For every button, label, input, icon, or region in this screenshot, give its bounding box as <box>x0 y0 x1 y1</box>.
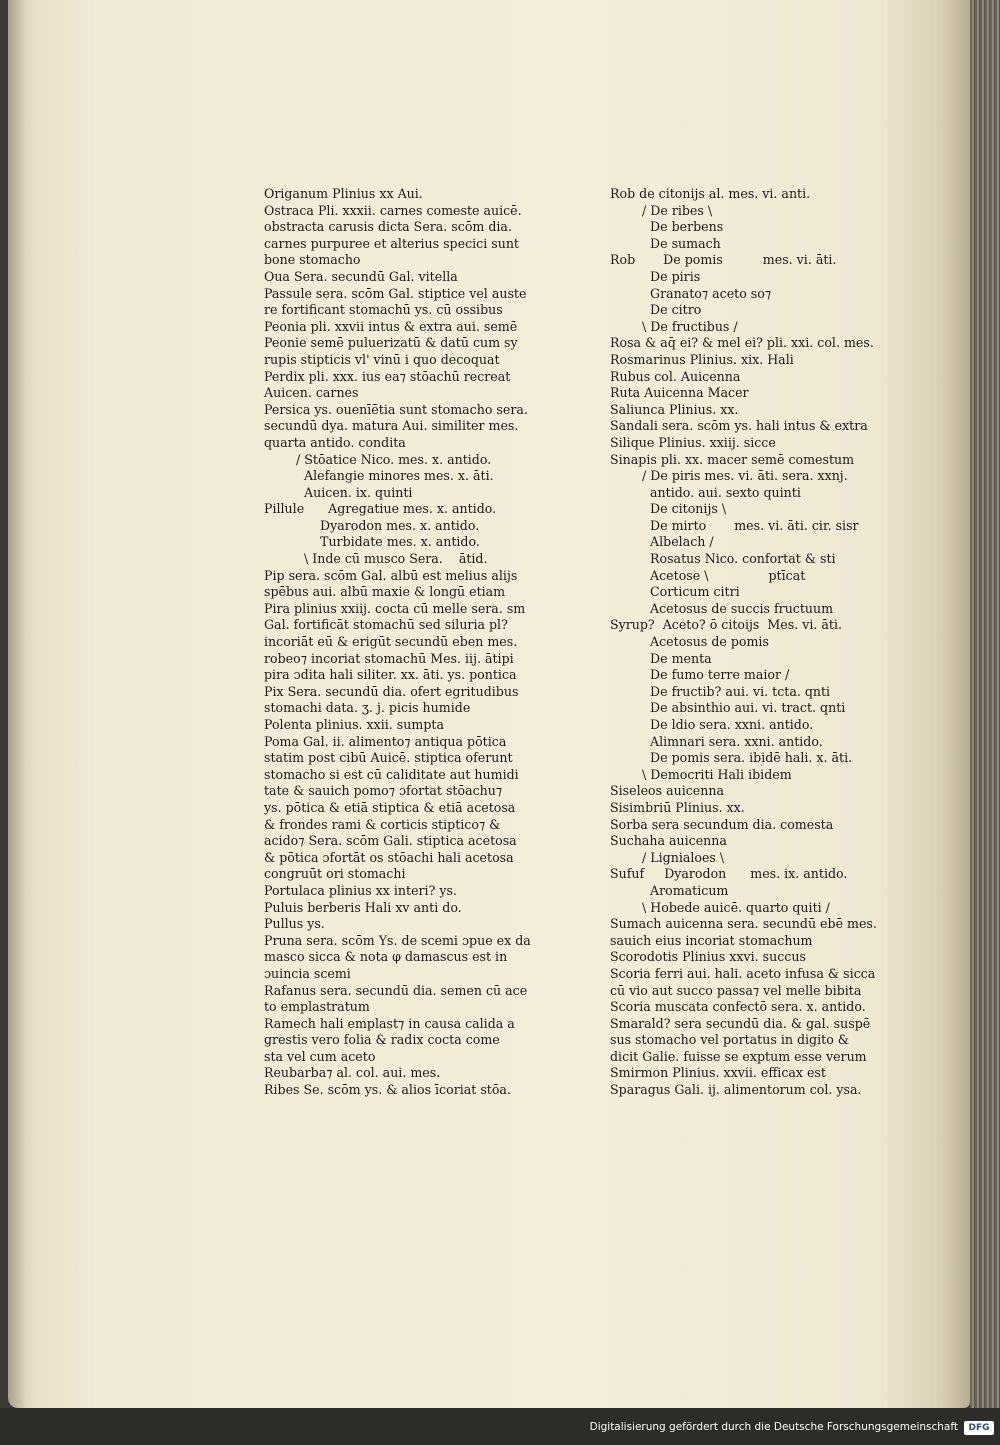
text-line: sus stomacho vel portatus in digito & <box>610 1032 849 1048</box>
text-line: & pōtica ɔfortāt os stōachi hali acetosa <box>264 849 514 865</box>
text-line: Granato⁊ aceto so⁊ <box>610 285 772 301</box>
text-line: Rosa & aq̄ ei? & mel ei? pli. xxi. col. mes. <box>610 335 874 351</box>
text-line: to emplastratum <box>264 999 370 1015</box>
text-line: Suchaha auicenna <box>610 833 727 849</box>
text-line: Alimnari sera. xxni. antido. <box>610 733 823 749</box>
text-line: De menta <box>610 650 712 666</box>
text-line: Ostraca Pli. xxxii. carnes comeste auicē. <box>264 202 522 218</box>
text-line: Auicen. ix. quinti <box>264 484 413 500</box>
text-line: Rosmarinus Plinius. xix. Hali <box>610 351 794 367</box>
text-line: Rafanus sera. secundū dia. semen cū ace <box>264 982 528 998</box>
text-line: De fructib? aui. vi. tcta. qnti <box>610 683 831 699</box>
text-line: Acetose \ ptīcat <box>610 567 806 583</box>
text-line: Perdix pli. xxx. ius ea⁊ stōachū recreat <box>264 368 511 384</box>
text-line: Ramech hali emplast⁊ in causa calida a <box>264 1015 515 1031</box>
text-line: De citro <box>610 302 702 318</box>
text-line: Saliunca Plinius. xx. <box>610 401 739 417</box>
left-text-column <box>264 186 564 1099</box>
text-line: Puluis berberis Hali xv anti do. <box>264 899 462 915</box>
text-line: De absinthio aui. vi. tract. qnti <box>610 700 846 716</box>
right-text-column <box>610 186 910 1099</box>
text-line: Syrup? Aceto? ō citoijs Mes. vi. āti. <box>610 617 842 633</box>
text-line: robeo⁊ incoriat stomachū Mes. iij. ātipi <box>264 650 514 666</box>
text-line: Smirmon Plinius. xxvii. efficax est <box>610 1065 826 1081</box>
text-line: stomachi data. ʒ. j. picis humide <box>264 700 471 716</box>
text-line: De mirto mes. vi. āti. cir. sisr <box>610 517 859 533</box>
text-line: antido. aui. sexto quinti <box>610 484 801 500</box>
text-line: Turbidate mes. x. antido. <box>264 534 480 550</box>
text-line: De sumach <box>610 235 721 251</box>
text-line: Scoria muscata confectō sera. x. antido. <box>610 999 866 1015</box>
text-line: obstracta carusis dicta Sera. scōm dia. <box>264 219 512 235</box>
text-line: Sufuf Dyarodon mes. ix. antido. <box>610 866 848 882</box>
funding-notice: Digitalisierung gefördert durch die Deutsche Forschungsgemeinschaft <box>589 1421 958 1433</box>
footer-bar <box>0 1408 1000 1445</box>
text-line: Sinapis pli. xx. macer semē comestum <box>610 451 855 467</box>
text-line: masco sicca & nota φ damascus est in <box>264 949 508 965</box>
text-line: / Stōatice Nico. mes. x. antido. <box>264 451 492 467</box>
text-line: Persica ys. ouenīētia sunt stomacho sera. <box>264 401 528 417</box>
text-line: Gal. fortificāt stomachū sed siluria pl? <box>264 617 508 633</box>
text-line: \ De fructibus / <box>610 318 738 334</box>
text-line: Poma Gal. ii. alimento⁊ antiqua pōtica <box>264 733 507 749</box>
text-line: re fortificant stomachū ys. cū ossibus <box>264 302 503 318</box>
text-line: Albelach / <box>610 534 714 550</box>
text-line: Rob De pomis mes. vi. āti. <box>610 252 837 268</box>
text-line: congruūt ori stomachi <box>264 866 406 882</box>
text-line: Sandali sera. scōm ys. hali intus & extra <box>610 418 868 434</box>
text-line: Corticum citri <box>610 584 740 600</box>
text-line: Scoria ferri aui. hali. aceto infusa & sicca <box>610 965 876 981</box>
dfg-logo: DFG <box>964 1421 994 1435</box>
text-line: Peonia pli. xxvii intus & extra aui. semē <box>264 318 518 334</box>
text-line: Origanum Plinius xx Aui. <box>264 186 423 201</box>
text-line: Reubarba⁊ al. col. aui. mes. <box>264 1065 441 1081</box>
text-line: Rob de citonijs al. mes. vi. anti. <box>610 186 811 201</box>
text-line: Oua Sera. secundū Gal. vitella <box>264 268 458 284</box>
text-line: Smarald? sera secundū dia. & gal. suspē <box>610 1015 871 1031</box>
text-line: Alefangie minores mes. x. āti. <box>264 468 494 484</box>
text-line: sauich eius incoriat stomachum <box>610 932 813 948</box>
text-line: carnes purpuree et alterius specici sunt <box>264 235 519 251</box>
text-line: secundū dya. matura Aui. similiter mes. <box>264 418 519 434</box>
text-line: tate & sauich pomo⁊ ɔfortat stōachu⁊ <box>264 783 503 799</box>
text-line: / Lignialoes \ <box>610 849 725 865</box>
text-line: Acetosus de succis fructuum <box>610 600 834 616</box>
text-line: Pullus ys. <box>264 916 325 932</box>
text-line: De piris <box>610 268 701 284</box>
text-line: acido⁊ Sera. scōm Gali. stiptica acetosa <box>264 833 517 849</box>
text-line: Portulaca plinius xx interi? ys. <box>264 882 457 898</box>
text-line: pira ɔdita hali siliter. xx. āti. ys. pontica <box>264 667 517 683</box>
text-line: / De piris mes. vi. āti. sera. xxnj. <box>610 468 848 484</box>
text-line: rupis stipticis vl' vinū i quo decoquat <box>264 351 500 367</box>
text-line: De ldio sera. xxni. antido. <box>610 717 814 732</box>
text-line: Peonie semē puluerizatū & datū cum sy <box>264 335 518 351</box>
text-line: Rubus col. Auicenna <box>610 368 741 384</box>
text-line: / De ribes \ <box>610 202 713 218</box>
text-line: Pip sera. scōm Gal. albū est melius alijs <box>264 567 518 583</box>
text-line: Rosatus Nico. confortat & sti <box>610 551 836 567</box>
text-line: De berbens <box>610 219 724 235</box>
text-line: Aromaticum <box>610 882 729 898</box>
text-line: Ribes Se. scōm ys. & alios īcoriat stōa. <box>264 1082 511 1098</box>
text-line: De citonijs \ <box>610 501 727 517</box>
text-line: \ Inde cū musco Sera. ātid. <box>264 551 488 567</box>
text-line: dicit Galie. fuisse se exptum esse verum <box>610 1048 867 1064</box>
text-line: grestis vero folia & radix cocta come <box>264 1032 500 1048</box>
text-line: quarta antido. condita <box>264 434 406 450</box>
text-line: De fumo terre maior / <box>610 667 790 683</box>
text-line: incoriāt eū & erigūt secundū eben mes. <box>264 634 518 650</box>
book-page <box>8 0 970 1408</box>
text-line: statim post cibū Auicē. stiptica oferunt <box>264 750 513 766</box>
text-line: Pix Sera. secundū dia. ofert egritudibus <box>264 683 519 699</box>
text-line: Sparagus Gali. ij. alimentorum col. ysa. <box>610 1082 862 1098</box>
text-line: Pillule Agregatiue mes. x. antido. <box>264 501 497 517</box>
text-line: stomacho si est cū caliditate aut humidi <box>264 766 519 782</box>
text-line: Siseleos auicenna <box>610 783 724 799</box>
text-line: ys. pōtica & etiā stiptica & etiā acetosa <box>264 799 516 815</box>
text-line: Sumach auicenna sera. secundū ebē mes. <box>610 916 877 932</box>
text-line: Sorba sera secundum dia. comesta <box>610 816 834 832</box>
text-line: ɔuincia scemi <box>264 965 351 981</box>
text-line: bone stomacho <box>264 252 361 268</box>
text-line: Auicen. carnes <box>264 385 359 401</box>
text-line: spēbus aui. albū maxie & longū etiam <box>264 584 506 600</box>
text-line: Pira plinius xxiij. cocta cū melle sera. sm <box>264 600 526 616</box>
text-line: \ Hobede auicē. quarto quiti / <box>610 899 830 915</box>
text-line: Acetosus de pomis <box>610 634 769 650</box>
text-line: De pomis sera. ibidē hali. x. āti. <box>610 750 853 766</box>
text-line: Ruta Auicenna Macer <box>610 385 749 401</box>
text-line: Sisimbriū Plinius. xx. <box>610 799 745 815</box>
text-line: cū vio aut succo passa⁊ vel melle bibita <box>610 982 862 998</box>
text-line: Dyarodon mes. x. antido. <box>264 517 480 533</box>
text-line: \ Democriti Hali ibidem <box>610 766 792 782</box>
text-line: Scorodotis Plinius xxvi. succus <box>610 949 806 965</box>
text-line: & frondes rami & corticis stiptico⁊ & <box>264 816 501 832</box>
text-line: Polenta plinius. xxii. sumpta <box>264 717 444 732</box>
text-line: sta vel cum aceto <box>264 1048 376 1064</box>
page-edges <box>970 0 1000 1408</box>
text-line: Pruna sera. scōm Ys. de scemi ɔpue ex da <box>264 932 531 948</box>
text-line: Silique Plinius. xxiij. sicce <box>610 434 776 450</box>
text-line: Passule sera. scōm Gal. stiptice vel auste <box>264 285 527 301</box>
